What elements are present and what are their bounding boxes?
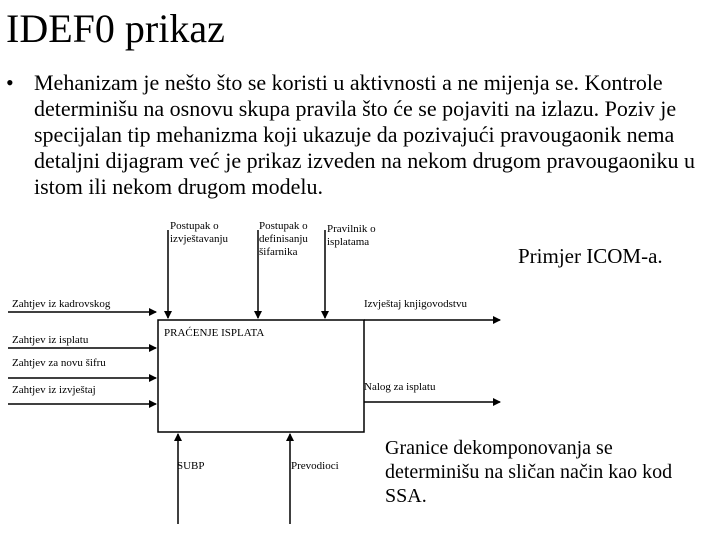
- input-label-3: Zahtjev za novu šifru: [12, 357, 106, 369]
- output-label-1: Izvještaj knjigovodstvu: [364, 298, 467, 310]
- bullet-text: Mehanizam je nešto što se koristi u aktivnosti a ne mijenja se. Kontrole determinišu na osnovu skupa pravila što će se pojaviti na izlazu. Poziv je specijalan tip mehanizma koji ukazuje da pozivajući pravougaonik nema detaljni dijagram već je prikaz izveden na nekom drugom pravougaoniku u istom ili nekom drugom modelu.: [34, 70, 695, 199]
- boundaries-note: Granice dekomponovanja se determinišu na sličan način kao kod SSA.: [385, 437, 673, 507]
- control-label-2: Postupak o definisanju šifarnika: [259, 220, 308, 258]
- slide-title: IDEF0 prikaz: [6, 6, 225, 51]
- control-label-1: Postupak o izvještavanju: [170, 220, 229, 245]
- mechanism-label-1: SUBP: [177, 460, 205, 472]
- output-label-2: Nalog za isplatu: [364, 381, 436, 393]
- bullet-marker: •: [6, 70, 14, 95]
- input-label-1: Zahtjev iz kadrovskog: [12, 298, 111, 310]
- icom-note: Primjer ICOM-a.: [518, 244, 663, 268]
- input-label-4: Zahtjev iz izvještaj: [12, 384, 96, 396]
- input-label-2: Zahtjev iz isplatu: [12, 334, 89, 346]
- control-label-3: Pravilnik o isplatama: [327, 223, 376, 248]
- mechanism-label-2: Prevodioci: [291, 460, 339, 472]
- activity-label: PRAĆENJE ISPLATA: [164, 327, 265, 339]
